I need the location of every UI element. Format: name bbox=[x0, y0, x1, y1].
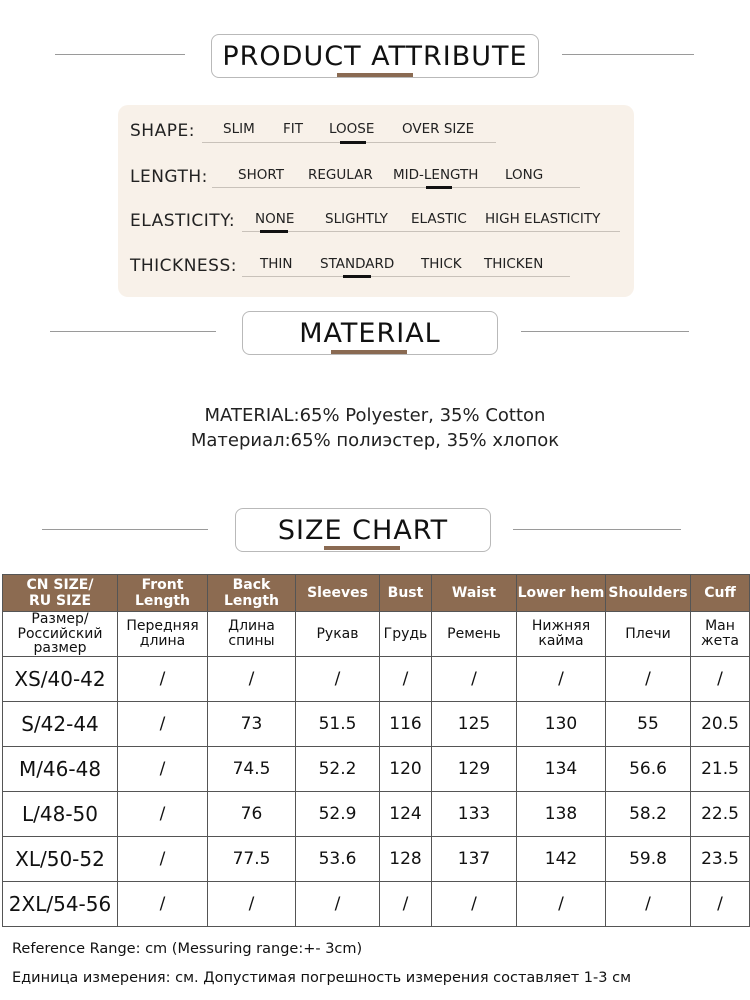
size-cell: XS/40-42 bbox=[3, 657, 118, 702]
size-cell: S/42-44 bbox=[3, 702, 118, 747]
measurement-cell: / bbox=[118, 747, 208, 792]
table-row bbox=[3, 837, 750, 882]
measurement-cell: 21.5 bbox=[691, 747, 750, 792]
table-row bbox=[3, 702, 750, 747]
material-composition-ru: Материал:65% полиэстер, 35% хлопок bbox=[190, 430, 560, 451]
header-cell: Ремень bbox=[432, 612, 517, 657]
measurement-cell: / bbox=[432, 657, 517, 702]
option-fit: FIT bbox=[283, 121, 303, 137]
option-regular: REGULAR bbox=[308, 167, 373, 183]
measurement-cell: 23.5 bbox=[691, 837, 750, 882]
measurement-cell: 56.6 bbox=[606, 747, 691, 792]
size-chart-table bbox=[2, 574, 750, 927]
measurement-cell: / bbox=[208, 657, 296, 702]
header-cell: Рукав bbox=[296, 612, 380, 657]
option-none: NONE bbox=[255, 211, 295, 227]
option-slim: SLIM bbox=[223, 121, 255, 137]
selected-marker bbox=[426, 186, 452, 189]
measurement-cell: 124 bbox=[380, 792, 432, 837]
measurement-cell: 74.5 bbox=[208, 747, 296, 792]
table-row bbox=[3, 792, 750, 837]
measurement-cell: / bbox=[380, 882, 432, 927]
selected-marker bbox=[260, 230, 288, 233]
header-cell: Waist bbox=[432, 575, 517, 612]
attribute-row-elasticity bbox=[118, 209, 634, 249]
attribute-label: LENGTH: bbox=[130, 167, 208, 187]
measurement-cell: 77.5 bbox=[208, 837, 296, 882]
attribute-label: SHAPE: bbox=[130, 121, 195, 141]
option-mid-length: MID-LENGTH bbox=[393, 167, 479, 183]
material-composition-en: MATERIAL:65% Polyester, 35% Cotton bbox=[204, 405, 546, 426]
section-title-product-attribute: PRODUCT ATTRIBUTE bbox=[211, 34, 539, 78]
measurement-cell: 134 bbox=[517, 747, 606, 792]
size-cell: XL/50-52 bbox=[3, 837, 118, 882]
measurement-cell: / bbox=[296, 657, 380, 702]
divider-left bbox=[55, 54, 185, 55]
measurement-cell: 20.5 bbox=[691, 702, 750, 747]
measurement-cell: 116 bbox=[380, 702, 432, 747]
header-cell: Грудь bbox=[380, 612, 432, 657]
option-slightly: SLIGHTLY bbox=[325, 211, 388, 227]
option-short: SHORT bbox=[238, 167, 284, 183]
table-row bbox=[3, 657, 750, 702]
measurement-cell: 76 bbox=[208, 792, 296, 837]
title-underline bbox=[331, 350, 407, 354]
measurement-cell: / bbox=[517, 882, 606, 927]
measurement-cell: 138 bbox=[517, 792, 606, 837]
measurement-cell: 137 bbox=[432, 837, 517, 882]
measurement-cell: 128 bbox=[380, 837, 432, 882]
measurement-cell: / bbox=[606, 882, 691, 927]
measurement-cell: 129 bbox=[432, 747, 517, 792]
measurement-cell: / bbox=[691, 657, 750, 702]
measurement-cell: 125 bbox=[432, 702, 517, 747]
measurement-cell: / bbox=[118, 702, 208, 747]
measurement-cell: / bbox=[432, 882, 517, 927]
reference-note-ru: Единица измерения: см. Допустимая погрешность измерения составляет 1-3 см bbox=[12, 970, 632, 986]
title-underline bbox=[324, 546, 400, 550]
measurement-cell: 59.8 bbox=[606, 837, 691, 882]
measurement-cell: 73 bbox=[208, 702, 296, 747]
attribute-panel bbox=[118, 105, 634, 297]
divider-left bbox=[50, 331, 216, 332]
header-cell: CN SIZE/ RU SIZE bbox=[3, 575, 118, 612]
header-cell: Front Length bbox=[118, 575, 208, 612]
attribute-row-length bbox=[118, 165, 634, 205]
divider-left bbox=[42, 529, 208, 530]
option-thick: THICK bbox=[421, 256, 462, 272]
attribute-row-shape bbox=[118, 119, 634, 159]
measurement-cell: / bbox=[118, 882, 208, 927]
measurement-cell: / bbox=[118, 657, 208, 702]
header-cell: Shoulders bbox=[606, 575, 691, 612]
header-cell: Ман жета bbox=[691, 612, 750, 657]
header-cell: Нижняя кайма bbox=[517, 612, 606, 657]
header-cell: Bust bbox=[380, 575, 432, 612]
measurement-cell: / bbox=[118, 837, 208, 882]
table-row bbox=[3, 882, 750, 927]
header-cell: Размер/ Российский размер bbox=[3, 612, 118, 657]
measurement-cell: / bbox=[118, 792, 208, 837]
option-high-elasticity: HIGH ELASTICITY bbox=[485, 211, 601, 227]
attribute-line bbox=[212, 187, 580, 188]
measurement-cell: 55 bbox=[606, 702, 691, 747]
attribute-line bbox=[242, 231, 620, 232]
divider-right bbox=[521, 331, 689, 332]
measurement-cell: / bbox=[380, 657, 432, 702]
measurement-cell: 130 bbox=[517, 702, 606, 747]
measurement-cell: 53.6 bbox=[296, 837, 380, 882]
option-loose: LOOSE bbox=[329, 121, 375, 137]
option-long: LONG bbox=[505, 167, 544, 183]
option-thicken: THICKEN bbox=[484, 256, 544, 272]
header-cell: Back Length bbox=[208, 575, 296, 612]
reference-note-en: Reference Range: cm (Messuring range:+- 3cm) bbox=[12, 941, 363, 957]
header-cell: Sleeves bbox=[296, 575, 380, 612]
size-cell: 2XL/54-56 bbox=[3, 882, 118, 927]
option-over-size: OVER SIZE bbox=[402, 121, 475, 137]
divider-right bbox=[562, 54, 694, 55]
measurement-cell: 120 bbox=[380, 747, 432, 792]
selected-marker bbox=[343, 275, 371, 278]
header-cell: Cuff bbox=[691, 575, 750, 612]
section-title-material: MATERIAL bbox=[242, 311, 498, 355]
measurement-cell: 52.2 bbox=[296, 747, 380, 792]
measurement-cell: / bbox=[296, 882, 380, 927]
measurement-cell: / bbox=[606, 657, 691, 702]
measurement-cell: 51.5 bbox=[296, 702, 380, 747]
attribute-label: ELASTICITY: bbox=[130, 211, 236, 231]
attribute-row-thickness bbox=[118, 254, 634, 294]
header-cell: Lower hem bbox=[517, 575, 606, 612]
measurement-cell: 133 bbox=[432, 792, 517, 837]
divider-right bbox=[513, 529, 681, 530]
selected-marker bbox=[340, 141, 366, 144]
title-underline bbox=[337, 73, 413, 77]
header-cell: Плечи bbox=[606, 612, 691, 657]
measurement-cell: / bbox=[208, 882, 296, 927]
measurement-cell: / bbox=[517, 657, 606, 702]
measurement-cell: 22.5 bbox=[691, 792, 750, 837]
measurement-cell: 58.2 bbox=[606, 792, 691, 837]
option-elastic: ELASTIC bbox=[411, 211, 467, 227]
measurement-cell: / bbox=[691, 882, 750, 927]
size-cell: M/46-48 bbox=[3, 747, 118, 792]
option-thin: THIN bbox=[260, 256, 293, 272]
table-header-row bbox=[3, 612, 750, 657]
attribute-label: THICKNESS: bbox=[130, 256, 237, 276]
table-row bbox=[3, 747, 750, 792]
section-title-size-chart: SIZE CHART bbox=[235, 508, 491, 552]
measurement-cell: 142 bbox=[517, 837, 606, 882]
size-cell: L/48-50 bbox=[3, 792, 118, 837]
attribute-line bbox=[242, 276, 570, 277]
table-header-row bbox=[3, 575, 750, 612]
header-cell: Передняя длина bbox=[118, 612, 208, 657]
header-cell: Длина спины bbox=[208, 612, 296, 657]
option-standard: STANDARD bbox=[320, 256, 395, 272]
measurement-cell: 52.9 bbox=[296, 792, 380, 837]
